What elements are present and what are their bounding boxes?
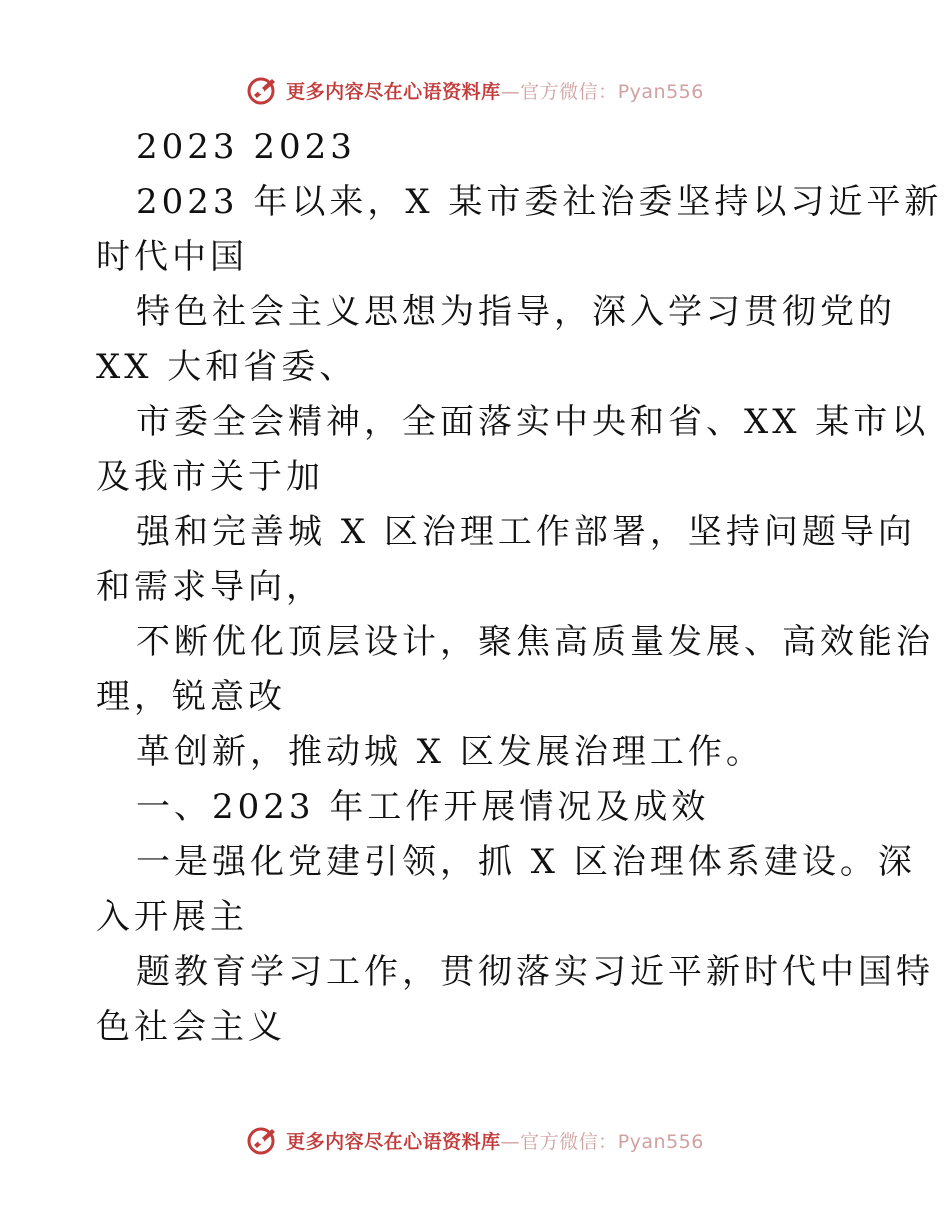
document-line: 理，锐意改 [96, 677, 286, 717]
document-line: 和需求导向， [96, 567, 324, 607]
document-line: 市委全会精神，全面落实中央和省、XX 某市以 [136, 402, 930, 442]
document-line: 2023 2023 [136, 127, 356, 167]
banner-official-wechat: 官方微信： [520, 80, 618, 103]
document-line: 特色社会主义思想为指导，深入学习贯彻党的 [136, 292, 896, 332]
document-line: 及我市关于加 [96, 457, 324, 497]
footer-watermark-banner [0, 1120, 950, 1160]
document-line: 强和完善城 X 区治理工作部署，坚持问题导向 [136, 512, 916, 552]
banner-wechat-id: Pyan556 [617, 80, 704, 103]
banner-main-text: 更多内容尽在心语资料库 [286, 1130, 501, 1153]
document-line: 革创新，推动城 X 区发展治理工作。 [136, 732, 764, 772]
document-line: 色社会主义 [96, 1007, 286, 1047]
document-line: 时代中国 [96, 237, 248, 277]
banner-official-wechat: 官方微信： [520, 1130, 618, 1153]
document-line: 一是强化党建引领，抓 X 区治理体系建设。深 [136, 842, 916, 882]
document-body [96, 120, 943, 1055]
header-watermark-banner [0, 70, 950, 110]
document-line: 一、2023 年工作开展情况及成效 [136, 787, 710, 827]
banner-dash: — [500, 80, 521, 103]
banner-main-text: 更多内容尽在心语资料库 [286, 80, 501, 103]
document-line: 入开展主 [96, 897, 248, 937]
document-line: 2023 年以来，X 某市委社治委坚持以习近平新 [136, 182, 943, 222]
banner-wechat-id: Pyan556 [617, 1130, 704, 1153]
document-line: 题教育学习工作，贯彻落实习近平新时代中国特 [136, 952, 934, 992]
document-line: 不断优化顶层设计，聚焦高质量发展、高效能治 [136, 622, 934, 662]
pen-logo-icon [246, 73, 280, 107]
document-line: XX 大和省委、 [96, 347, 358, 387]
banner-dash: — [500, 1130, 521, 1153]
pen-logo-icon [246, 1123, 280, 1157]
